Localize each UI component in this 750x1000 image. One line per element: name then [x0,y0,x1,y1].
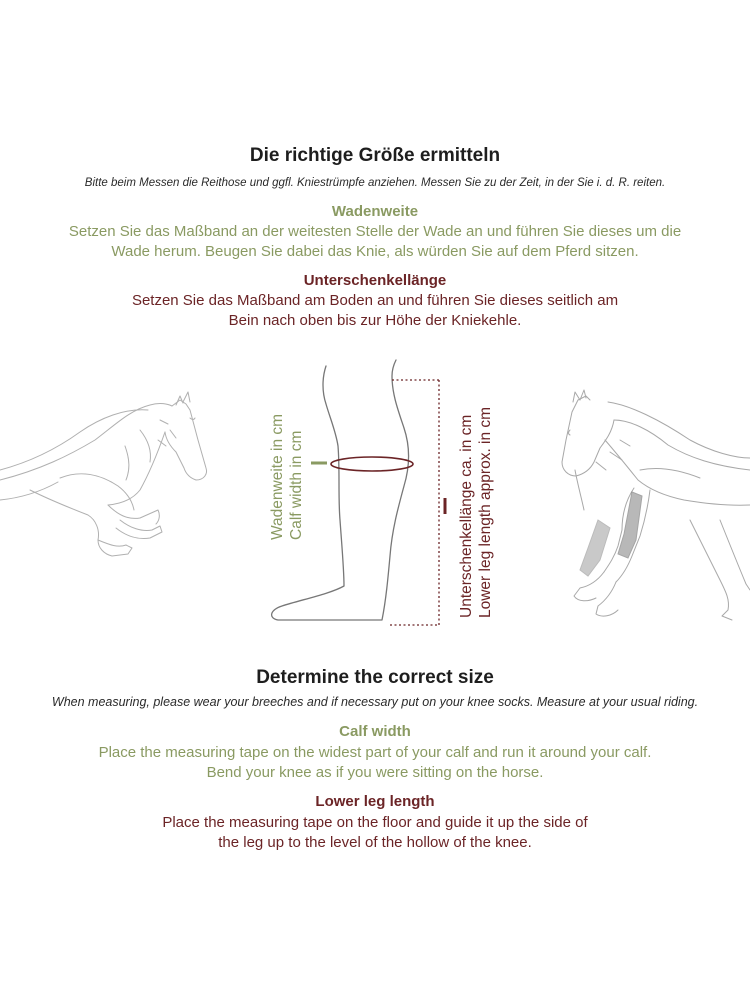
german-leg-text [0,291,750,331]
horse-boots-sketch [580,492,642,576]
german-calf-text [0,222,750,262]
english-leg-line: the leg up to the level of the hollow of the knee. [218,834,532,851]
english-title: Determine the correct size [256,667,494,688]
german-leg-line: Bein nach oben bis zur Höhe der Kniekehle. [228,312,522,329]
length-measurement-line [390,380,439,625]
german-leg-line: Setzen Sie das Maßband am Boden an und führen Sie dieses seitlich am [131,292,619,309]
german-title: Die richtige Größe ermitteln [249,145,501,166]
left-horse-sketch [0,392,207,556]
german-calf-heading: Wadenweite [331,203,419,220]
english-leg-heading: Lower leg length [315,793,435,810]
calf-label-group [268,414,306,540]
german-calf-line: Setzen Sie das Maßband an der weitesten Stelle der Wade an und führen Sie dieses um die [68,223,682,240]
english-calf-line: Bend your knee as if you were sitting on the horse. [206,764,544,781]
english-calf-text [0,743,750,783]
english-calf-heading: Calf width [339,723,411,740]
calf-label-de: Wadenweite in cm [269,413,286,540]
german-leg-heading: Unterschenkellänge [303,272,447,289]
english-intro: When measuring, please wear your breeches and if necessary put on your knee socks. Measure at your usual riding. [51,695,699,709]
german-intro: Bitte beim Messen die Reithose und ggfl. Kniestrümpfe anziehen. Messen Sie zu der Zeit, in der Sie i. d. R. reiten. [84,177,666,189]
calf-measurement-ring [331,457,413,471]
english-leg-line: Place the measuring tape on the floor and guide it up the side of [162,814,588,831]
german-calf-line: Wade herum. Beugen Sie dabei das Knie, als würden Sie auf dem Pferd sitzen. [111,243,639,260]
length-label-en: Lower leg length approx. in cm [477,406,494,618]
length-label-group [457,407,495,618]
english-leg-text [0,813,750,853]
english-calf-line: Place the measuring tape on the widest part of your calf and run it around your calf. [98,744,652,761]
length-label-de: Unterschenkellänge ca. in cm [458,414,475,618]
calf-label-en: Calf width in cm [288,430,305,540]
right-horse-sketch [562,390,750,620]
